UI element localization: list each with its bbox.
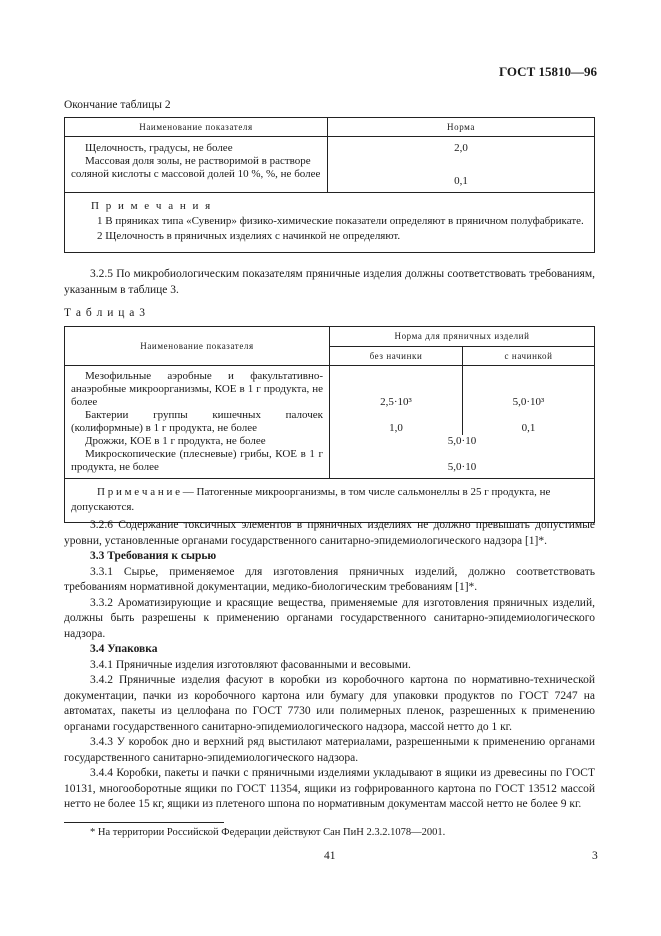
table3-row4-name: Микроскопические (плесневые) грибы, КОЕ в 1 г продукта, не более bbox=[65, 448, 330, 479]
body-text bbox=[64, 518, 595, 813]
table3-row3-value: 5,0·10 bbox=[330, 435, 595, 448]
table2 bbox=[64, 117, 595, 253]
table3-row2-no-filling: 1,0 bbox=[330, 409, 463, 435]
section-heading-3-4: 3.4 Упаковка bbox=[90, 643, 158, 655]
table3-header-name: Наименование показателя bbox=[65, 327, 330, 366]
table3-note-row bbox=[65, 479, 595, 523]
table2-row2-name: Массовая доля золы, не растворимой в растворе соляной кислоты с массовой долей 10 %, %, не более bbox=[71, 155, 321, 180]
table2-note-1: 1 В пряниках типа «Сувенир» физико-химические показатели определяют в пряничном полуфабрикате. bbox=[97, 215, 584, 227]
table3-row4-value: 5,0·10 bbox=[330, 448, 595, 479]
table2-row1-value: 2,0 bbox=[454, 142, 468, 154]
table2-note-2: 2 Щелочность в пряничных изделиях с начинкой не определяют. bbox=[97, 230, 401, 242]
table2-header-norm: Норма bbox=[328, 118, 595, 137]
table2-notes-title: П р и м е ч а н и я bbox=[91, 200, 213, 212]
table3-row3-name: Дрожжи, КОЕ в 1 г продукта, не более bbox=[65, 435, 330, 448]
table3-caption: Т а б л и ц а 3 bbox=[64, 307, 147, 319]
paragraph-3-4-2: 3.4.2 Пряничные изделия фасуют в коробки из коробочного картона по нормативно-технической документации, пачки из коробочного картона или бумагу для упаковки продуктов по ГОСТ 7247 на автоматах, пакеты из целлофана по ГОСТ 7730 или полимерных пленок, разрешенных к применению органами государственного санитарно-эпидемиологического надзора, массой нетто до 1 кг. bbox=[64, 674, 595, 733]
table3-header-norm: Норма для пряничных изделий bbox=[330, 327, 595, 347]
table3-row1-name: Мезофильные аэробные и факультативно-анаэробные микроорганизмы, КОЕ в 1 г продукта, не более bbox=[65, 366, 330, 410]
paragraph-3-3-2: 3.3.2 Ароматизирующие и красящие вещества, применяемые для изготовления пряничных изделий, должны быть разрешены к применению органами государственного санитарно-эпидемиологического надзора. bbox=[64, 596, 595, 640]
page-number: 41 bbox=[324, 850, 336, 862]
table3 bbox=[64, 326, 595, 523]
table-row bbox=[65, 448, 595, 479]
sheet-number: 3 bbox=[592, 850, 598, 862]
table-row bbox=[65, 137, 595, 193]
table3-row2-with-filling: 0,1 bbox=[463, 409, 595, 435]
table-row bbox=[65, 409, 595, 435]
table3-row1-with-filling: 5,0·10³ bbox=[463, 366, 595, 410]
table3-row1-no-filling: 2,5·10³ bbox=[330, 366, 463, 410]
document-code: ГОСТ 15810—96 bbox=[498, 64, 597, 79]
table2-caption: Окончание таблицы 2 bbox=[64, 99, 171, 111]
table3-header-with-filling: с начинкой bbox=[463, 347, 595, 366]
paragraph-3-4-4: 3.4.4 Коробки, пакеты и пачки с пряничными изделиями укладывают в ящики из древесины по ГОСТ 10131, многооборотные ящики по ГОСТ 11354, ящики из гофрированного картона по ГОСТ 13512 массой нетто не более 15 кг, ящики из плетеного шпона по нормативным документам массой нетто не более 9 кг. bbox=[64, 767, 595, 810]
table2-header-name: Наименование показателя bbox=[65, 118, 328, 137]
table2-notes-row bbox=[65, 193, 595, 253]
table-row bbox=[65, 435, 595, 448]
paragraph-3-3-1: 3.3.1 Сырье, применяемое для изготовления пряничных изделий, должно соответствовать требованиям нормативной документации, медико-биологическим требованиям [1]*. bbox=[64, 565, 595, 593]
footnote: * На территории Российской Федерации действуют Сан ПиН 2.3.2.1078—2001. bbox=[90, 827, 446, 838]
paragraph-3-2-6: 3.2.6 Содержание токсичных элементов в пряничных изделиях не должно превышать допустимые уровни, установленные органами государственного санитарно-эпидемиологического надзора [1]*. bbox=[64, 519, 595, 547]
table3-row2-name: Бактерии группы кишечных палочек (колиформные) в 1 г продукта, не более bbox=[65, 409, 330, 435]
paragraph-3-2-5: 3.2.5 По микробиологическим показателям пряничные изделия должны соответствовать требованиям, указанным в таблице 3. bbox=[64, 268, 595, 296]
table3-note: П р и м е ч а н и е — Патогенные микроорганизмы, в том числе сальмонеллы в 25 г продукта, не допускаются. bbox=[65, 479, 595, 523]
paragraph-3-4-1: 3.4.1 Пряничные изделия изготовляют фасованными и весовыми. bbox=[90, 658, 411, 671]
table2-row1-name: Щелочность, градусы, не более bbox=[85, 142, 233, 154]
table-row bbox=[65, 366, 595, 410]
paragraph-3-4-3: 3.4.3 У коробок дно и верхний ряд выстилают материалами, разрешенными к применению органами государственного санитарно-эпидемиологического надзора. bbox=[64, 736, 595, 764]
section-heading-3-3: 3.3 Требования к сырью bbox=[90, 550, 217, 562]
table2-row2-value: 0,1 bbox=[454, 175, 468, 187]
footnote-divider bbox=[64, 822, 224, 823]
table3-header-no-filling: без начинки bbox=[330, 347, 463, 366]
